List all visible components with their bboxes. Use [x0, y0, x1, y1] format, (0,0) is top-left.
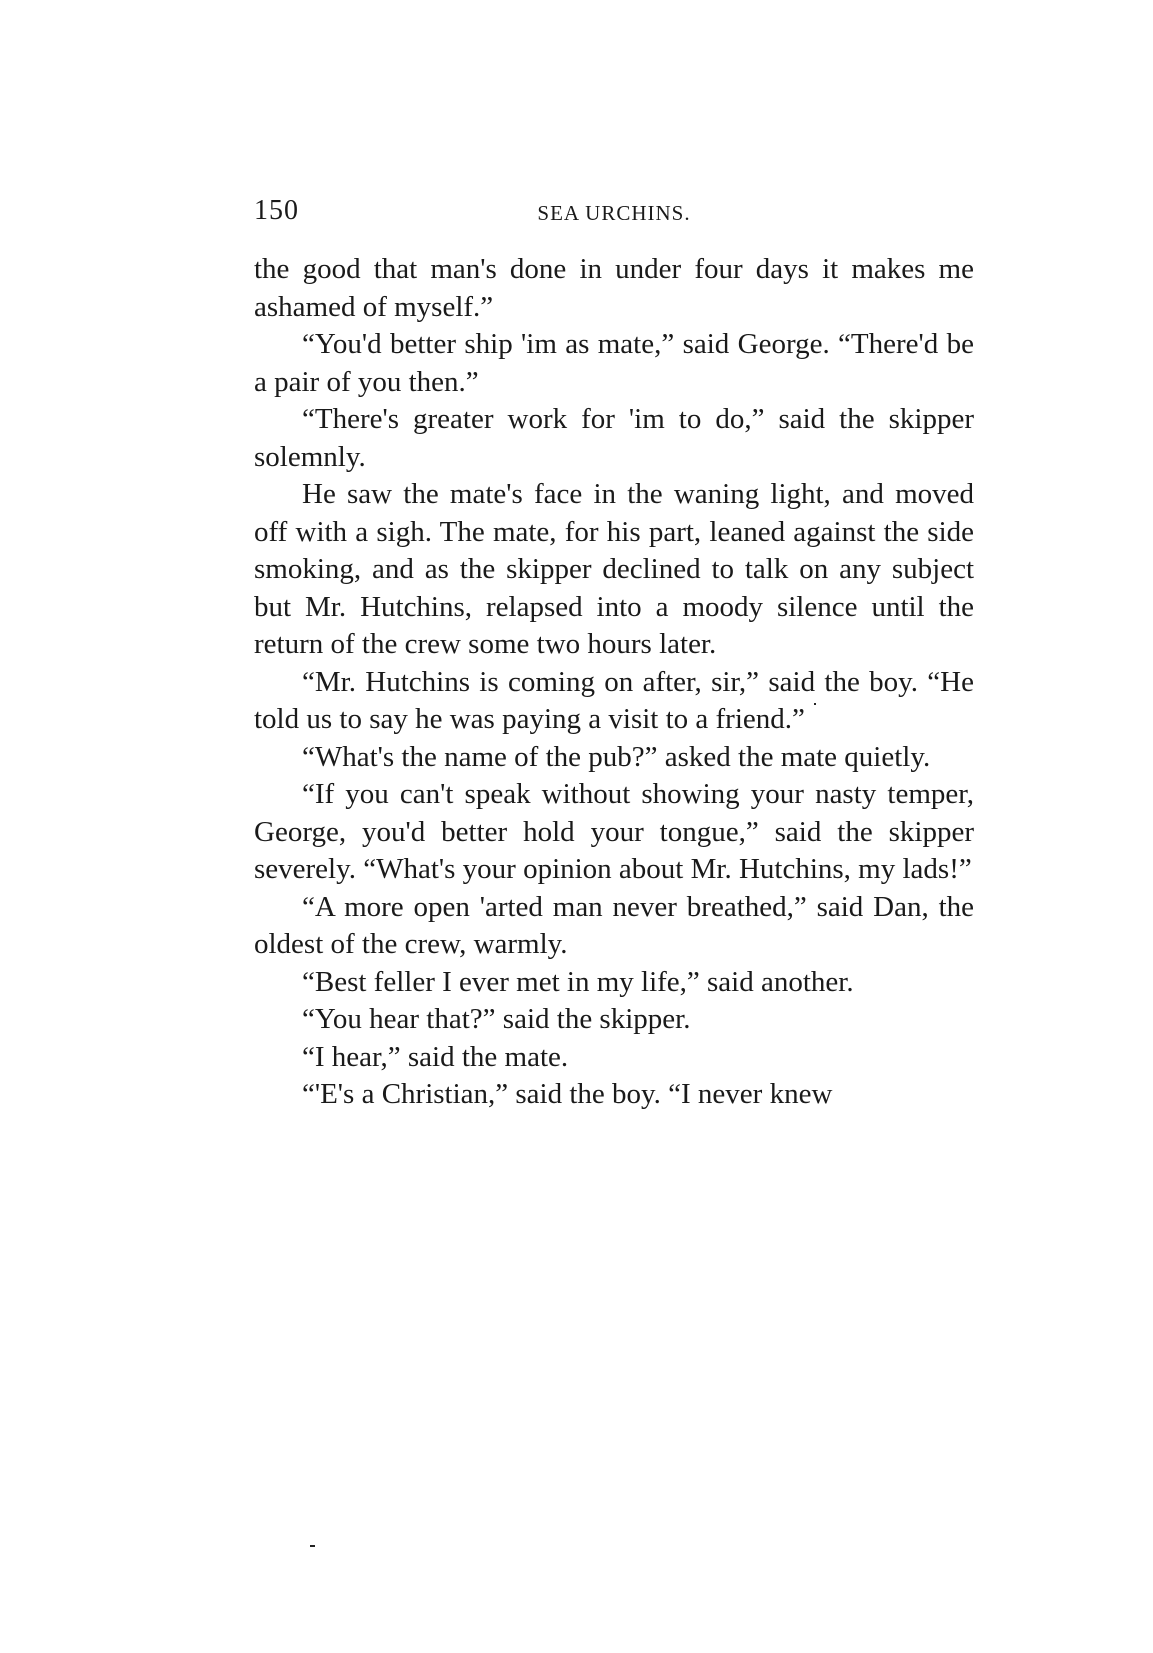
paragraph: “I hear,” said the mate. — [302, 1040, 569, 1073]
paragraph: “If you can't speak without showing your nasty temper, George, you'd better hold your tongue,” said the skipper severely. “What's your opinion about Mr. Hutchins, my lads!” — [254, 778, 974, 885]
page-number: 150 — [254, 195, 299, 226]
paragraph: He saw the mate's face in the waning light, and moved off with a sigh. The mate, for his part, leaned against the side smoking, and as the skipper declined to talk on any subject but Mr. Hutchins, relapsed into a moody silence until the return of the crew some two hours later. — [254, 478, 974, 660]
paragraph: “A more open 'arted man never breathed,” said Dan, the oldest of the crew, warmly. — [254, 890, 974, 960]
paragraph: “You hear that?” said the skipper. — [302, 1003, 691, 1035]
paragraph: “What's the name of the pub?” asked the mate quietly. — [302, 740, 931, 773]
ink-speck — [310, 1545, 315, 1547]
page-header — [254, 195, 974, 235]
paragraph: “Best feller I ever met in my life,” said another. — [302, 965, 854, 998]
ink-speck — [814, 703, 816, 705]
paragraph: “There's greater work for 'im to do,” said the skipper solemnly. — [254, 403, 974, 473]
running-head: SEA URCHINS. — [537, 201, 691, 225]
paragraph: the good that man's done in under four days it makes me ashamed of myself.” — [254, 253, 974, 323]
body-text — [254, 251, 974, 1114]
paragraph: “'E's a Christian,” said the boy. “I never knew — [302, 1078, 833, 1110]
paragraph: “Mr. Hutchins is coming on after, sir,” said the boy. “He told us to say he was paying a visit to a friend.” — [254, 665, 974, 735]
paragraph: “You'd better ship 'im as mate,” said George. “There'd be a pair of you then.” — [254, 328, 974, 398]
